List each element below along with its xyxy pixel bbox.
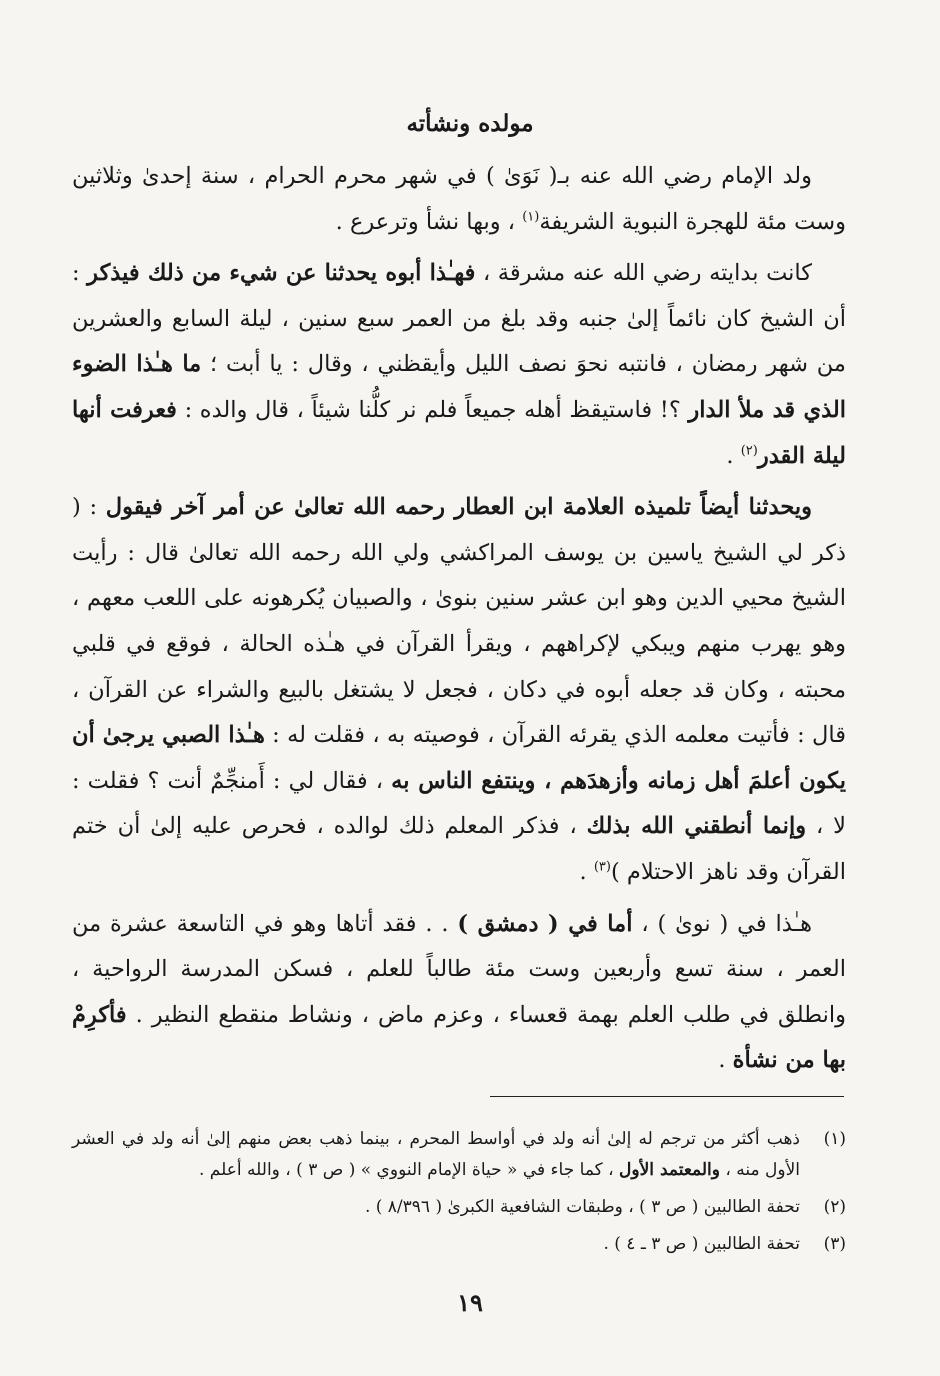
paragraph-childhood (72, 251, 846, 479)
footnote-text (72, 1124, 800, 1186)
footnote-1 (72, 1124, 846, 1186)
footnote-1-text: ذهب أكثر من ترجم له إلىٰ أنه ولد في أواسط المحرم ، بينما ذهب بعض منهم إلىٰ أنه ولد في العشر الأول منه ، (72, 1129, 800, 1180)
damascus-tail: . (718, 1047, 733, 1074)
footnote-ref-2[interactable]: (٢) (740, 443, 758, 459)
page-number: ١٩ (457, 1288, 483, 1317)
ibn-attar-bold-2: هـٰذا الصبي يرجىٰ أن يكون أعلمَ أهل زمانه وأزهدَهم ، وينتفع الناس به (72, 722, 846, 794)
footnote-1-bold: والمعتمد الأول (619, 1160, 720, 1180)
birth-text: ولد الإمام رضي الله عنه بـ( نَوَىٰ ) في شهر محرم الحرام ، سنة إحدىٰ وثلاثين وست مئة للهجرة النبوية الشريفة (72, 163, 846, 235)
ibn-attar-bold: ويحدثنا أيضاً تلميذه العلامة ابن العطار رحمه الله تعالىٰ عن أمر آخر فيقول (105, 494, 812, 521)
ibn-attar-bold-3: وإنما أنطقني الله بذلك (586, 813, 807, 840)
footnote-2 (72, 1192, 846, 1223)
footnote-number: (٣) (823, 1234, 846, 1254)
paragraph-ibn-attar (72, 485, 846, 895)
footnote-text: تحفة الطالبين ( ص ٣ ـ ٤ ) . (603, 1234, 800, 1254)
footnote-number: (١) (823, 1129, 846, 1149)
footnotes (72, 1124, 846, 1266)
chapter-heading: مولده ونشأته (406, 110, 534, 137)
childhood-tail: . (726, 442, 741, 469)
footnote-divider (490, 1096, 844, 1097)
childhood-text-3: ؟! فاستيقظ أهله جميعاً فلم نر كلُّنا شيئاً ، قال والده : (176, 396, 689, 423)
damascus-text-2: . . فقد أتاها وهو في التاسعة عشرة من العمر ، سنة تسع وأربعين وست مئة طالباً للعلم ، فسكن المدرسة الرواحية ، وانطلق في طلب العلم بهمة قعساء ، وعزم ماض ، ونشاط منقطع النظير . (72, 910, 846, 1028)
footnote-3 (72, 1229, 846, 1260)
paragraph-birth (72, 154, 846, 245)
ibn-attar-text: : ( ذكر لي الشيخ ياسين بن يوسف المراكشي ولي الله رحمه الله تعالىٰ قال : رأيت الشيخ محيي الدين وهو ابن عشر سنين بنوىٰ ، والصبيان يُكرهونه على اللعب معهم ، وهو يهرب منهم ويبكي لإكراههم ، ويقرأ القرآن في هـٰذه الحالة ، فوقع في قلبي محبته ، وكان قد جعله أبوه في دكان ، فجعل لا يشتغل بالبيع والشراء عن القرآن ، قال : فأتيت معلمه الذي يقرئه القرآن ، فوصيته به ، فقلت له : (72, 494, 846, 749)
main-text (72, 154, 846, 1090)
ibn-attar-tail: . (579, 858, 594, 885)
footnote-ref-1[interactable]: (١) (522, 209, 540, 225)
damascus-bold: أما في ( دمشق ) (457, 910, 633, 937)
footnote-number: (٢) (823, 1197, 846, 1217)
footnote-1-text-2: ، كما جاء في « حياة الإمام النووي » ( ص ٣ ) ، والله أعلم . (199, 1160, 620, 1180)
ibn-attar-text-2: ، فقال لي : أَمنجِّمٌ أنت ؟ فقلت : لا ، (72, 767, 846, 840)
paragraph-damascus (72, 902, 846, 1084)
birth-text-tail: ، وبها نشأ وترعرع . (335, 208, 523, 235)
childhood-text-2: : أن الشيخ كان نائماً إلىٰ جنبه وقد بلغ من العمر سبع سنين ، ليلة السابع والعشرين من شهر رمضان ، فانتبه نحوَ نصف الليل وأيقظني ، وقال : يا أبت ؛ (72, 260, 846, 378)
childhood-bold: فهـٰذا أبوه يحدثنا عن شيء من ذلك فيذكر (87, 260, 476, 287)
damascus-text: هـٰذا في ( نوىٰ ) ، (632, 910, 813, 937)
childhood-text: كانت بدايته رضي الله عنه مشرقة ، (475, 260, 813, 287)
childhood-bold-2: ما هـٰذا الضوء الذي قد ملأ الدار (72, 351, 846, 423)
footnote-ref-3[interactable]: (٣) (593, 859, 611, 875)
damascus-bold-2: فأكرِمْ بها من نشأة (72, 1001, 846, 1074)
childhood-bold-3: فعرفت أنها ليلة القدر (72, 396, 846, 469)
footnote-text: تحفة الطالبين ( ص ٣ ) ، وطبقات الشافعية الكبرىٰ ( ٨/٣٩٦ ) . (364, 1197, 800, 1217)
ibn-attar-text-3: ، فذكر المعلم ذلك لوالده ، فحرص عليه إلىٰ أن ختم القرآن وقد ناهز الاحتلام ) (72, 813, 846, 885)
